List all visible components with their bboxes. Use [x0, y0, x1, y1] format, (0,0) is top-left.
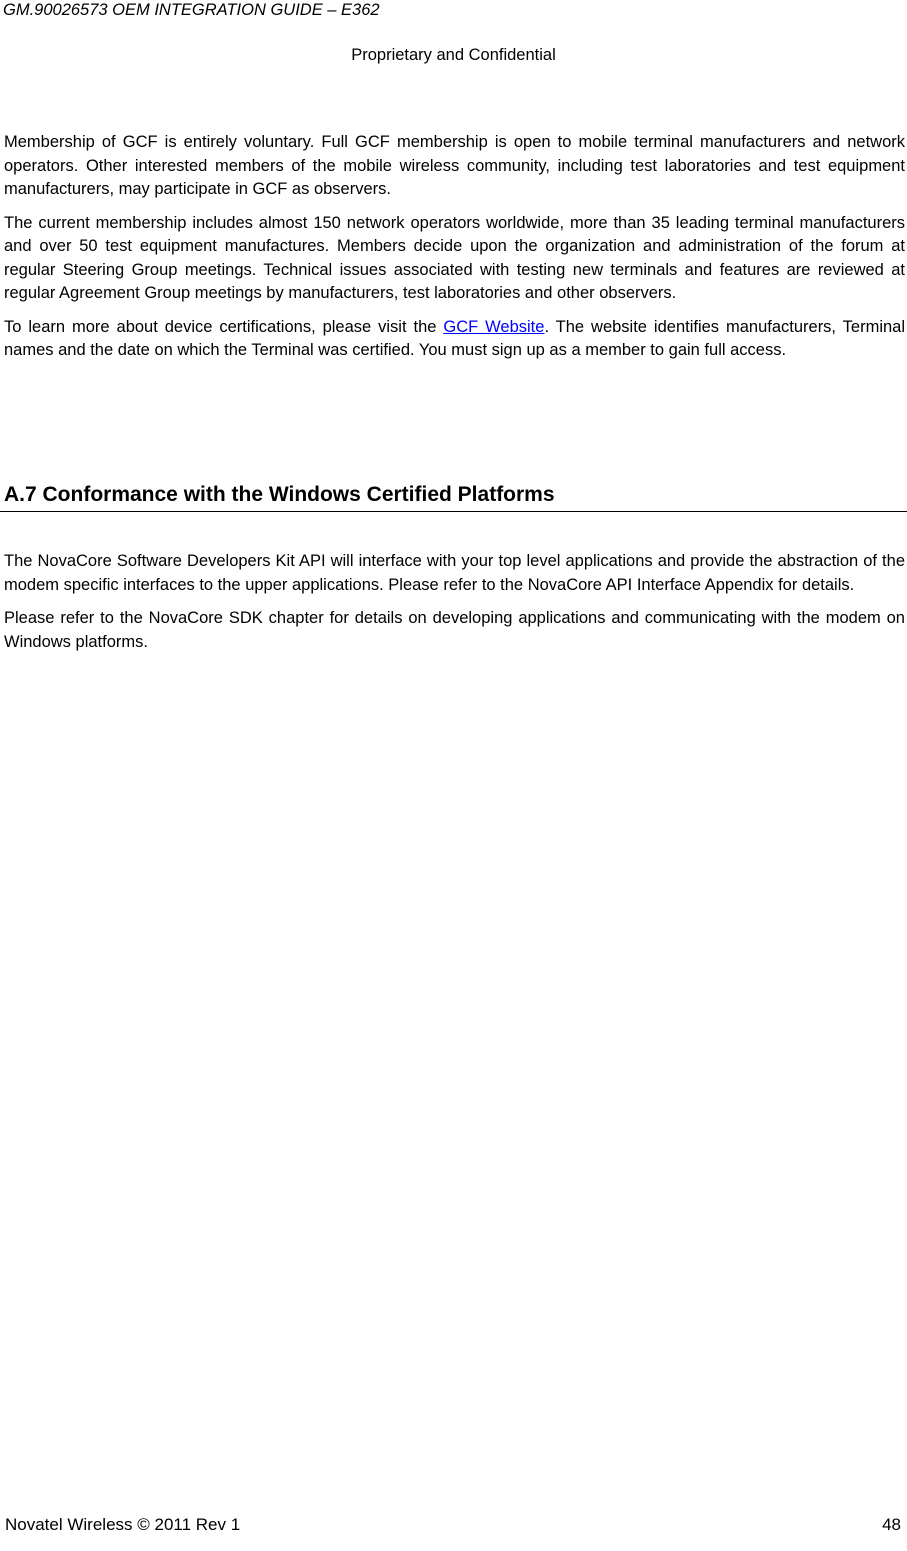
- gcf-website-link[interactable]: GCF Website: [443, 317, 545, 336]
- footer-page-number: 48: [882, 1515, 901, 1534]
- confidentiality-notice: Proprietary and Confidential: [351, 46, 556, 64]
- section-heading-a7: A.7 Conformance with the Windows Certified Platforms: [4, 483, 555, 506]
- learn-more-text-after: . The website identifies manufacturers, Terminal names and the date on which the Terminal was certified. You must sign up as a member to gain full access.: [4, 317, 906, 359]
- paragraph-gcf-membership: Membership of GCF is entirely voluntary. Full GCF membership is open to mobile terminal manufacturers and network operators. Other interested members of the mobile wireless community, including test laboratories and test equipment manufacturers, may participate in GCF as observers.: [4, 133, 905, 198]
- paragraph-novacore-sdk-chapter: Please refer to the NovaCore SDK chapter for details on developing applications and communicating with the modem on Windows platforms.: [4, 609, 905, 651]
- document-id: GM.90026573 OEM INTEGRATION GUIDE – E362: [3, 1, 380, 19]
- paragraph-novacore-sdk-api: The NovaCore Software Developers Kit API will interface with your top level applications and provide the abstraction of the modem specific interfaces to the upper applications. Please refer to the NovaCore API Interface Appendix for details.: [4, 552, 905, 594]
- learn-more-text-before: To learn more about device certifications, please visit the: [4, 317, 444, 336]
- body-section-top: [4, 131, 905, 373]
- body-section-a7: [4, 550, 905, 664]
- footer-copyright: Novatel Wireless © 2011 Rev 1: [5, 1515, 241, 1534]
- paragraph-current-membership: The current membership includes almost 150 network operators worldwide, more than 35 leading terminal manufacturers and over 50 test equipment manufactures. Members decide upon the organization and administration of the forum at regular Steering Group meetings. Technical issues associated with testing new terminals and features are reviewed at regular Agreement Group meetings by manufacturers, test laboratories and other observers.: [4, 213, 905, 302]
- heading-divider: [0, 511, 907, 512]
- paragraph-learn-more: [4, 316, 905, 363]
